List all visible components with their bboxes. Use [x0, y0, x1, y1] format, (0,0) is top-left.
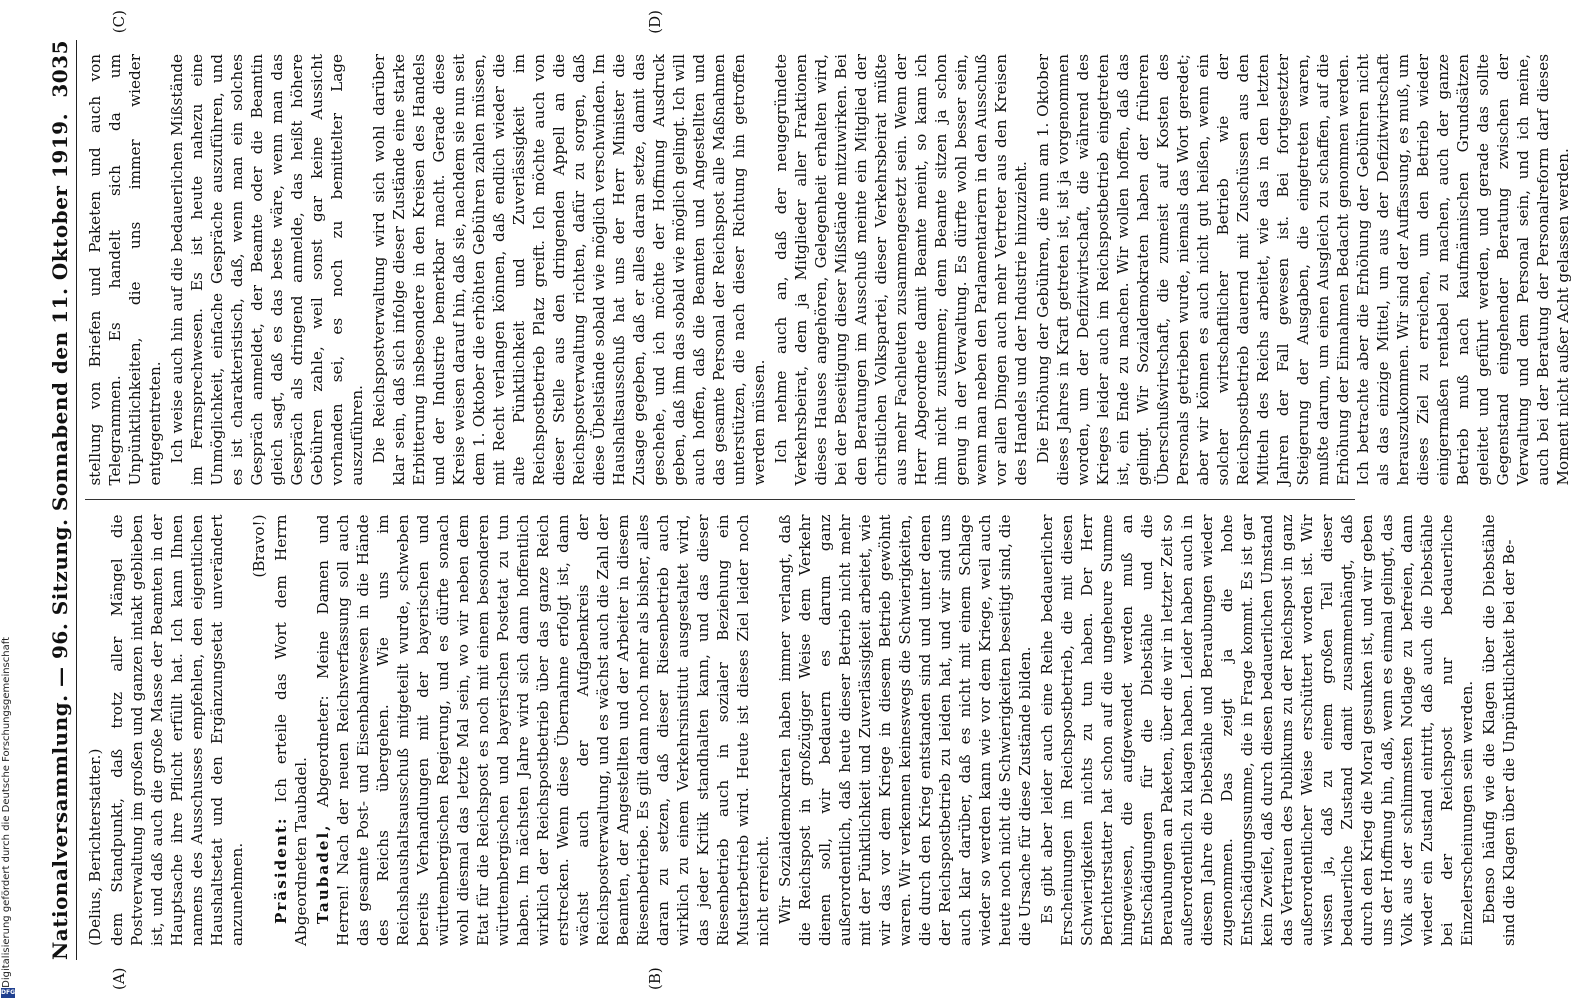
margin-marker-d: (D) [646, 10, 664, 34]
page-number: 3035 [48, 40, 72, 98]
side-credit [0, 0, 16, 1000]
paragraph: Ich nehme auch an, daß der neugegründete Verkehrsbeirat, dem ja Mitglieder aller Fraktionen dieses Hauses angehören, Gelegenheit erhalten wird, bei der Beseitigung dieser Mißstände mitzuwirken. Bei den Beratungen im Ausschuß meinte ein Mitglied der christlichen Volkspartei, dieser Verkehrsbeirat müßte aus mehr Fachleuten zusammengesetzt sein. Wenn der Herr Abgeordnete damit Beamte meint, so kann ich ihm nicht zustimmen; denn Beamte sitzen ja schon genug in der Verwaltung. Es dürfte wohl besser sein, wenn man neben den Parlamentariern in den Ausschuß vor allen Dingen auch mehr Vertreter aus den Kreisen des Handels und der Industrie hinzuzieht. [772, 54, 1030, 486]
paragraph: Wir Sozialdemokraten haben immer verlangt, daß die Reichspost in großzügiger Weise dem Verkehr dienen soll, wir bedauern es darum ganz außerordentlich, daß heute dieser Betrieb nicht mehr mit der Pünktlichkeit und Zuverlässigkeit arbeitet, wie wir das vor dem Kriege in diesem Betrieb gewöhnt waren. Wir verkennen keineswegs die Schwierigkeiten, die durch den Krieg entstanden sind und unter denen der Reichspostbetrieb zu leiden hat, und wir sind uns auch klar darüber, daß es nicht mit einem Schlage wieder so werden kann wie vor dem Kriege, weil auch heute noch nicht die Schwierigkeiten beseitigt sind, die die Ursache für diese Zustände bilden. [776, 514, 1034, 946]
right-column [85, 10, 1572, 501]
speaker-label: (Delius, Berichterstatter.) [86, 748, 104, 946]
page-title: Nationalversammlung. — 96. Sitzung. Sonnabend den 11. Oktober 1919. [48, 112, 72, 960]
paragraph [313, 515, 773, 947]
text-columns [85, 10, 1572, 990]
paragraph: stellung von Briefen und Paketen und auch von Telegrammen. Es handelt sich da um Unpünktlichkeiten, die uns immer wieder entgegentreten. [86, 54, 164, 486]
dfg-logo: DFG [1, 989, 16, 996]
page-header [48, 40, 77, 960]
speaker-text: Abgeordneter: Meine Damen und Herren! Nach der neuen Reichsverfassung soll auch das gesamte Post- und Eisenbahnwesen in die Hände des Reichs übergehen. Wie uns im Reichshaushaltsausschuß mitgeteilt wurde, schweben bereits Verhandlungen mit der bayerischen und württembergischen Regierung, und es dürfte sonach wohl diesmal das letzte Mal sein, wo wir neben dem Etat für die Reichspost es noch mit einem besonderen württembergischen und bayerischen Postetat zu tun haben. Im nächsten Jahre wird sich dann hoffentlich wirklich der Reichspostbetrieb über das ganze Reich erstrecken. Wenn diese Übernahme erfolgt ist, dann wächst auch der Aufgabenkreis der Reichspostverwaltung, und es wächst auch die Zahl der Beamten, der Angestellten und der Arbeiter in diesem Riesenbetriebe. Es gilt dann noch mehr als bisher, alles daran zu setzen, daß dieser Riesenbetrieb auch wirklich zu einem Verkehrsinstitut ausgestaltet wird, das jeder Kritik standhalten kann, und das dieser Riesenbetrieb auch in sozialer Beziehung ein Musterbetrieb wird. Heute ist dieses Ziel leider noch nicht erreicht. [314, 514, 772, 946]
paragraph: Die Reichspostverwaltung wird sich wohl darüber klar sein, daß sich infolge dieser Zustände eine starke Erbitterung insbesondere in den Kreisen des Handels und der Industrie bemerkbar macht. Gerade diese Kreise weisen darauf hin, daß sie, nachdem sie nun seit dem 1. Oktober die erhöhten Gebühren zahlen müssen, mit Recht verlangen können, daß endlich wieder die alte Pünktlichkeit und Zuverlässigkeit im Reichspostbetrieb Platz greift. Ich möchte auch von dieser Stelle aus den dringenden Appell an die Reichspostverwaltung richten, dafür zu sorgen, daß diese Übelstände sobald wie möglich verschwinden. Im Haushaltsausschuß hat uns der Herr Minister die Zusage gegeben, daß er alles daran setze, damit das geschehe, und ich möchte der Hoffnung Ausdruck geben, daß ihm das sobald wie möglich gelingt. Ich will auch hoffen, daß die Beamten und Angestellten und das gesamte Personal der Reichspost alle Maßnahmen unterstützen, die nach dieser Richtung hin getroffen werden müssen. [370, 54, 768, 486]
speaker-name: Präsident: [272, 816, 290, 924]
margin-marker-c: (C) [110, 10, 128, 34]
left-column [85, 501, 1518, 990]
paragraph: dem Standpunkt, daß trotz aller Mängel die Postverwaltung im großen und ganzen intakt geblieben ist, und daß auch die große Masse der Beamten in der Hauptsache ihre Pflicht erfüllt hat. Ich kann Ihnen namens des Ausschusses empfehlen, den eigentlichen Haushaltsetat und den Ergänzungsetat unverändert anzunehmen. [108, 514, 246, 946]
paragraph [271, 515, 311, 947]
speaker-text: Ich erteile das Wort dem Herrn Abgeordneten Taubadel. [272, 514, 310, 946]
margin-marker-b: (B) [646, 967, 664, 990]
dfg-credit-text: Digitalisierung gefördert durch die Deutsche Forschungsgemeinschaft [1, 637, 12, 988]
paragraph: Ich weise auch hin auf die bedauerlichen Mißstände im Fernsprechwesen. Es ist heute nahezu eine Unmöglichkeit, einfache Gespräche auszuführen, und es ist charakteristisch, daß, wenn man ein solches Gespräch anmeldet, der Beamte oder die Beamtin gleich sagt, daß es das beste wäre, wenn man das Gespräch als dringend anmelde, das heißt höhere Gebühren zahle, weil sonst gar keine Aussicht vorhanden sei, es noch zu bemittelter Lage auszuführen. [168, 54, 366, 486]
paragraph: Ebenso häufig wie die Klagen über die Diebstähle sind die Klagen über die Unpünktlichkeit bei der Be- [1480, 514, 1518, 946]
paragraph: Die Erhöhung der Gebühren, die nun am 1. Oktober dieses Jahres in Kraft getreten ist, ist ja vorgenommen worden, um der Defizitwirtschaft, die während des Krieges leider auch im Reichspostbetrieb eingetreten ist, ein Ende zu machen. Wir wollen hoffen, daß das gelingt. Wir Sozialdemokraten haben der früheren Überschußwirtschaft, die zumeist auf Kosten des Personals getrieben wurde, niemals das Wort geredet; aber wir können es auch nicht gut heißen, wenn ein solcher wirtschaftlicher Betrieb wie der Reichspostbetrieb dauernd mit Zuschüssen aus den Mitteln des Reichs arbeitet, wie das in den letzten Jahren der Fall gewesen ist. Bei fortgesetzter Steigerung der Ausgaben, die eingetreten waren, mußte darum, um einen Ausgleich zu schaffen, auf die Erhöhung der Einnahmen Bedacht genommen werden. Ich betrachte aber die Erhöhung der Gebühren nicht als das einzige Mittel, um aus der Defizitwirtschaft herauszukommen. Wir sind der Auffassung, es muß, um dieses Ziel zu erreichen, um den Betrieb wieder einigermaßen rentabel zu machen, auch der ganze Betrieb muß nach kaufmännischen Grundsätzen geleitet und geführt werden, und gerade das sollte Gegenstand eingehender Beratung zwischen der Verwaltung und dem Personal sein, und ich meine, auch bei der Beratung der Personalreform darf dieses Moment nicht außer Acht gelassen werden. [1034, 54, 1572, 486]
rotated-page [20, 0, 1572, 1000]
margin-marker-a: (A) [110, 967, 128, 990]
paragraph: Es gibt aber leider auch eine Reihe bedauerlicher Erscheinungen im Reichspostbetrieb, die mit diesen Schwierigkeiten nichts zu tun haben. Der Herr Berichterstatter hat schon auf die ungeheure Summe hingewiesen, die aufgewendet werden muß an Entschädigungen für die Diebstähle und die Beraubungen an Paketen, über die wir in letzter Zeit so außerordentlich zu klagen haben. Leider haben auch in diesem Jahre die Diebstähle und Beraubungen wieder zugenommen. Das zeigt ja die hohe Entschädigungssumme, die in Frage kommt. Es ist gar kein Zweifel, daß durch diesen bedauerlichen Umstand das Vertrauen des Publikums zu der Reichspost in ganz außerordentlicher Weise erschüttert worden ist. Wir wissen ja, daß zu einem großen Teil dieser bedauerliche Zustand damit zusammenhängt, daß durch den Krieg die Moral gesunken ist, und wir geben uns der Hoffnung hin, daß, wenn es einmal gelingt, das Volk aus der schlimmsten Notlage zu befreien, dann wieder ein Zustand eintritt, daß auch die Diebstähle bei der Reichspost nur bedauerliche Einzelerscheinungen sein werden. [1038, 514, 1476, 946]
speaker-name: Taubadel, [314, 823, 332, 924]
applause-note: (Bravo!) [250, 514, 268, 578]
